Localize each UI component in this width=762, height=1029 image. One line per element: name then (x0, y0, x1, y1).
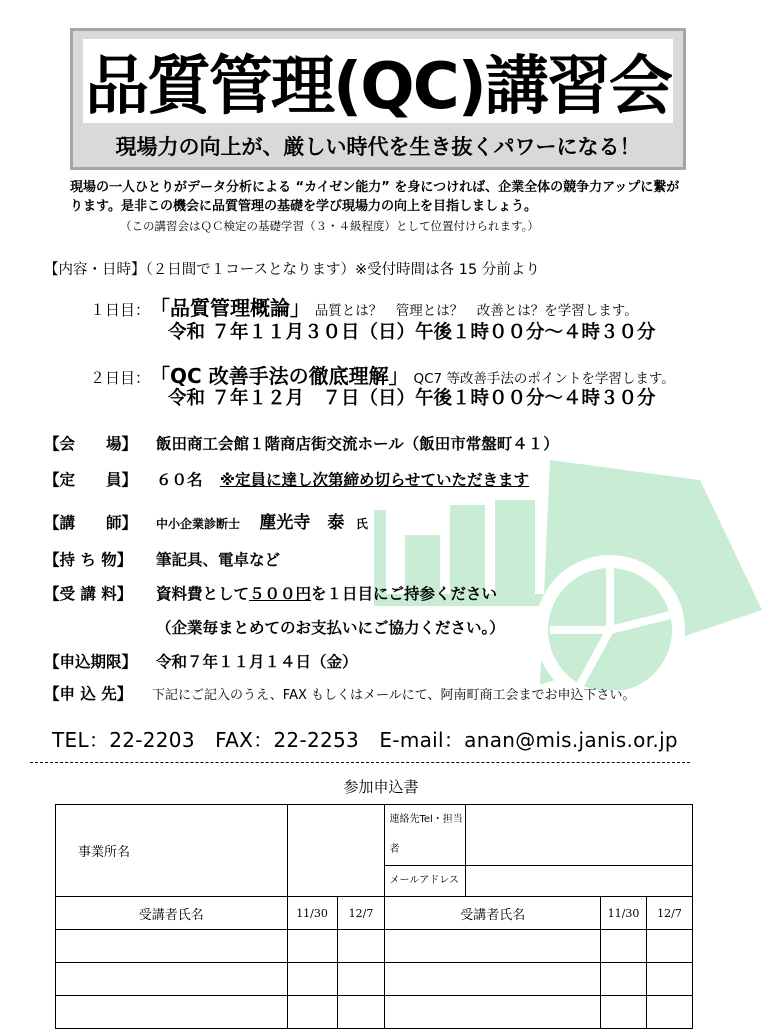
date2-check[interactable] (647, 963, 693, 996)
capacity-note: ※定員に達し次第締め切らせていただきます (219, 471, 530, 489)
page-title: 品質管理(QC)講習会 (85, 50, 671, 124)
day1-title: 「品質管理概論」 (150, 296, 311, 320)
venue-label: 【会 場】 (44, 435, 138, 453)
name-header-left: 受講者氏名 (56, 897, 288, 930)
lecturer-row (44, 508, 368, 533)
lecturer-label: 【講 師】 (44, 514, 138, 532)
venue-row (44, 432, 559, 454)
apply-label: 【申 込 先】 (44, 685, 133, 703)
intro-text: 現場の一人ひとりがデータ分析による “カイゼン能力” を身につければ、企業全体の競争力アップに繋がります。是非この機会に品質管理の基礎を学び現場力の向上を目指しましょう。 (70, 180, 680, 214)
date1-check[interactable] (601, 930, 647, 963)
date1-check[interactable] (601, 963, 647, 996)
name-input[interactable] (56, 930, 288, 963)
contact-label: 連絡先Tel・担当者 (389, 805, 466, 865)
date1-header-right: 11/30 (601, 897, 647, 930)
company-label: 事業所名 (78, 845, 131, 860)
title-box (70, 28, 686, 170)
contact-cell[interactable] (385, 805, 693, 866)
capacity-row (44, 468, 529, 490)
date2-header-right: 12/7 (647, 897, 693, 930)
deadline-label: 【申込期限】 (44, 653, 138, 671)
date1-header-left: 11/30 (287, 897, 337, 930)
lecturer-suffix: 氏 (355, 517, 368, 531)
deadline-row (44, 650, 358, 672)
fee-label: 【受 講 料】 (44, 585, 133, 603)
name-input[interactable] (385, 963, 601, 996)
application-form (55, 804, 693, 1029)
day1-date: 令和 ７年１１月３０日（日）午後１時００分〜４時３０分 (168, 322, 656, 343)
items-label: 【持 ち 物】 (44, 551, 133, 569)
day2-desc: QC7 等改善手法のポイントを学習します。 (413, 371, 675, 387)
watermark-graphic (350, 460, 762, 690)
company-input[interactable] (287, 805, 385, 897)
day1-desc: 品質とは？ 管理とは？ 改善とは？を学習します。 (314, 303, 638, 319)
company-label-cell (56, 805, 288, 897)
subtitle: 現場力の向上が、厳しい時代を生き抜くパワーになる！ (115, 135, 641, 159)
day2-title: 「QC 改善手法の徹底理解」 (150, 364, 409, 388)
fee-amount: ５００円 (249, 585, 312, 603)
day2-date: 令和 ７年１２月 ７日（日）午後１時００分〜４時３０分 (168, 388, 656, 409)
lecturer-name: 塵光寺 泰 (259, 513, 345, 533)
date1-check[interactable] (287, 930, 337, 963)
items-row (44, 548, 280, 570)
capacity-value: ６０名 (156, 471, 203, 489)
fee-note: （企業毎まとめてのお支払いにご協力ください。） (156, 619, 505, 637)
fee-row (44, 582, 497, 604)
capacity-label: 【定 員】 (44, 471, 138, 489)
deadline-value: 令和７年１１月１４日（金） (156, 653, 358, 671)
contact-line: TEL：22-2203 FAX：22-2253 E-mail：anan@mis.janis.or.jp (52, 728, 678, 752)
apply-row (44, 682, 635, 704)
date2-check[interactable] (647, 930, 693, 963)
day1-label: １日目： (90, 301, 151, 319)
apply-value: 下記にご記入のうえ、FAX もしくはメールにて、阿南町商工会までお申込下さい。 (152, 688, 636, 703)
name-input[interactable] (56, 963, 288, 996)
date1-check[interactable] (287, 963, 337, 996)
fee-post: を１日目にご持参ください (311, 585, 498, 603)
lecturer-title: 中小企業診断士 (156, 517, 241, 531)
date2-header-left: 12/7 (337, 897, 385, 930)
email-cell[interactable] (385, 866, 693, 897)
cut-line (30, 762, 690, 763)
date2-check[interactable] (337, 963, 385, 996)
name-header-right: 受講者氏名 (385, 897, 601, 930)
day1-line (90, 292, 638, 321)
intro-note: （この講習会はＱＣ検定の基礎学習（３・４級程度）として位置付けられます。） (120, 219, 539, 233)
date2-check[interactable] (337, 930, 385, 963)
venue-value: 飯田商工会館１階商店街交流ホール（飯田市常盤町４１） (156, 435, 559, 453)
fee-pre: 資料費として (156, 585, 250, 603)
name-input[interactable] (385, 930, 601, 963)
schedule-header: 【内容・日時】（２日間で１コースとなります）※受付時間は各 15 分前より (44, 262, 540, 278)
day2-label: ２日目： (90, 369, 151, 387)
items-value: 筆記具、電卓など (156, 551, 281, 569)
form-title: 参加申込書 (343, 778, 419, 796)
email-label: メールアドレス (389, 866, 466, 896)
